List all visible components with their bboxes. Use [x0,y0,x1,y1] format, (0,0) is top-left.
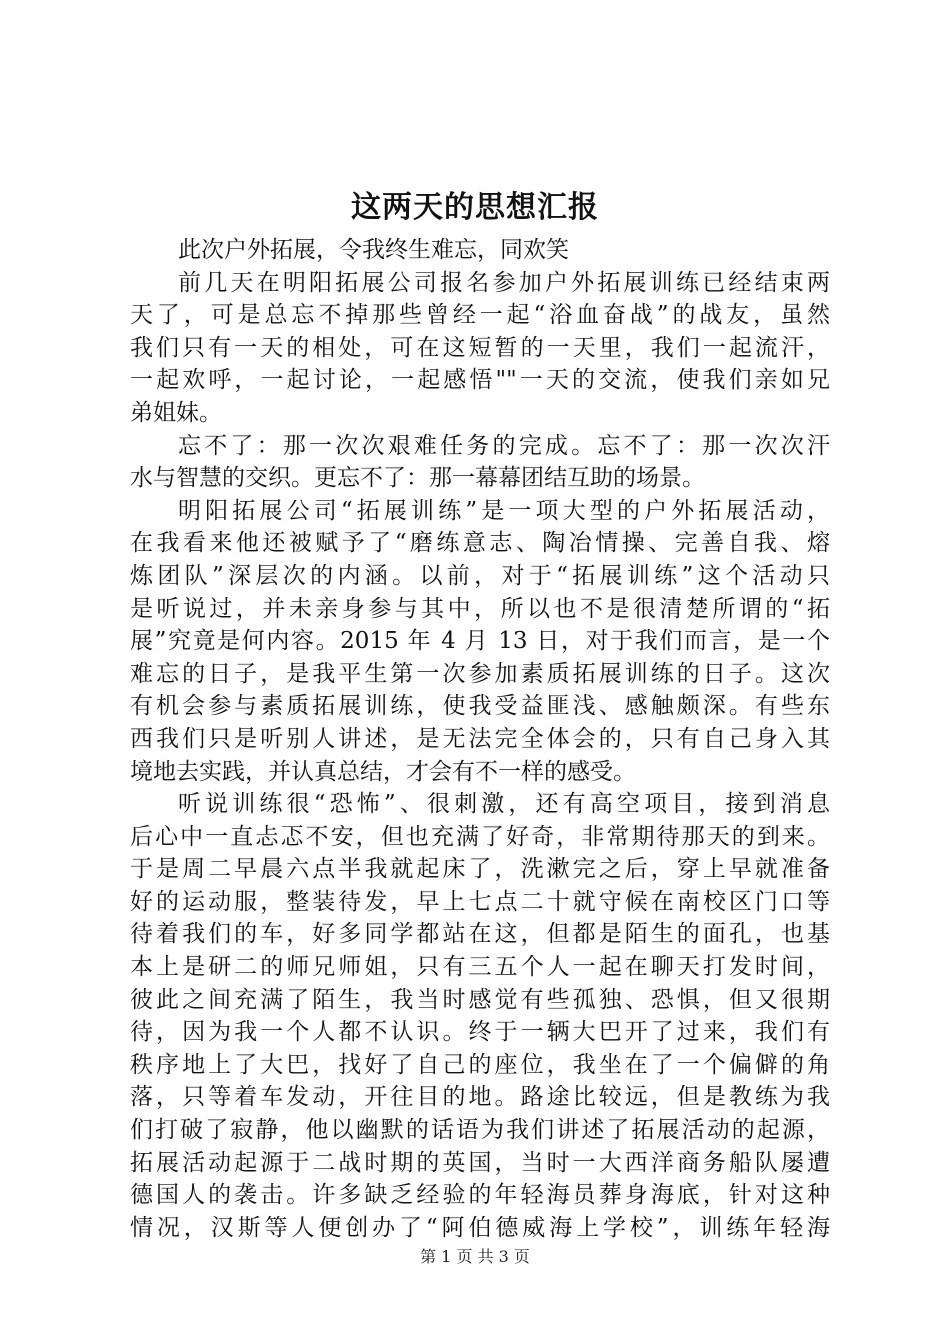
text-line: 彼此之间充满了陌生，我当时感觉有些孤独、恐惧，但又很期 [130,986,830,1013]
text-line: 秩序地上了大巴，找好了自己的座位，我坐在了一个偏僻的角 [130,1051,830,1078]
text-line: 待，因为我一个人都不认识。终于一辆大巴开了过来，我们有 [130,1019,830,1046]
page-footer: 第 1 页 共 3 页 [420,1247,530,1266]
text-line: 们打破了寂静，他以幽默的话语为我们讲述了拓展活动的起源， [130,1117,830,1144]
text-line: 水与智慧的交织。更忘不了：那一幕幕团结互助的场景。 [130,465,705,492]
text-line: 炼团队”深层次的内涵。以前，对于“拓展训练”这个活动只 [130,562,830,589]
text-line: 是听说过，并未亲身参与其中，所以也不是很清楚所谓的“拓 [130,595,830,622]
text-line: 情况，汉斯等人便创办了“阿伯德威海上学校”，训练年轻海 [130,1214,830,1241]
text-line: 有机会参与素质拓展训练，使我受益匪浅、感触颇深。有些东 [130,693,830,720]
text-line: 好的运动服，整装待发，早上七点二十就守候在南校区门口等 [130,888,830,915]
document-body [130,234,830,1244]
text-line: 弟姐妹。 [130,399,222,426]
text-line: 前几天在明阳拓展公司报名参加户外拓展训练已经结束两 [178,269,830,296]
text-line: 后心中一直忐忑不安，但也充满了好奇，非常期待那天的到来。 [130,823,830,850]
text-line: 待着我们的车，好多同学都站在这，但都是陌生的面孔，也基 [130,921,830,948]
text-line: 天了，可是总忘不掉那些曾经一起“浴血奋战”的战友，虽然 [130,302,830,329]
text-line: 听说训练很“恐怖”、很刺激，还有高空项目，接到消息 [178,791,830,818]
text-line: 难忘的日子，是我平生第一次参加素质拓展训练的日子。这次 [130,660,830,687]
text-line: 拓展活动起源于二战时期的英国，当时一大西洋商务船队屡遭 [130,1149,830,1176]
text-line: 在我看来他还被赋予了“磨练意志、陶冶情操、完善自我、熔 [130,530,830,557]
text-line: 我们只有一天的相处，可在这短暂的一天里，我们一起流汗， [130,334,830,361]
text-line: 本上是研二的师兄师姐，只有三五个人一起在聊天打发时间， [130,954,830,981]
text-line: 一起欢呼，一起讨论，一起感悟""一天的交流，使我们亲如兄 [130,367,830,394]
text-line: 于是周二早晨六点半我就起床了，洗漱完之后，穿上早就准备 [130,856,830,883]
text-line: 西我们只是听别人讲述，是无法完全体会的，只有自己身入其 [130,725,830,752]
text-line: 境地去实践，并认真总结，才会有不一样的感受。 [130,758,636,785]
text-line: 落，只等着车发动，开往目的地。路途比较远，但是教练为我 [130,1084,830,1111]
text-line: 德国人的袭击。许多缺乏经验的年轻海员葬身海底，针对这种 [130,1182,830,1209]
document-title: 这两天的思想汇报 [351,190,599,225]
text-line: 明阳拓展公司“拓展训练”是一项大型的户外拓展活动， [178,497,830,524]
text-line: 此次户外拓展，令我终生难忘，同欢笑 [178,237,569,263]
text-line: 展”究竟是何内容。2015 年 4 月 13 日，对于我们而言，是一个 [130,628,830,655]
text-line: 忘不了：那一次次艰难任务的完成。忘不了：那一次次汗 [178,432,830,459]
